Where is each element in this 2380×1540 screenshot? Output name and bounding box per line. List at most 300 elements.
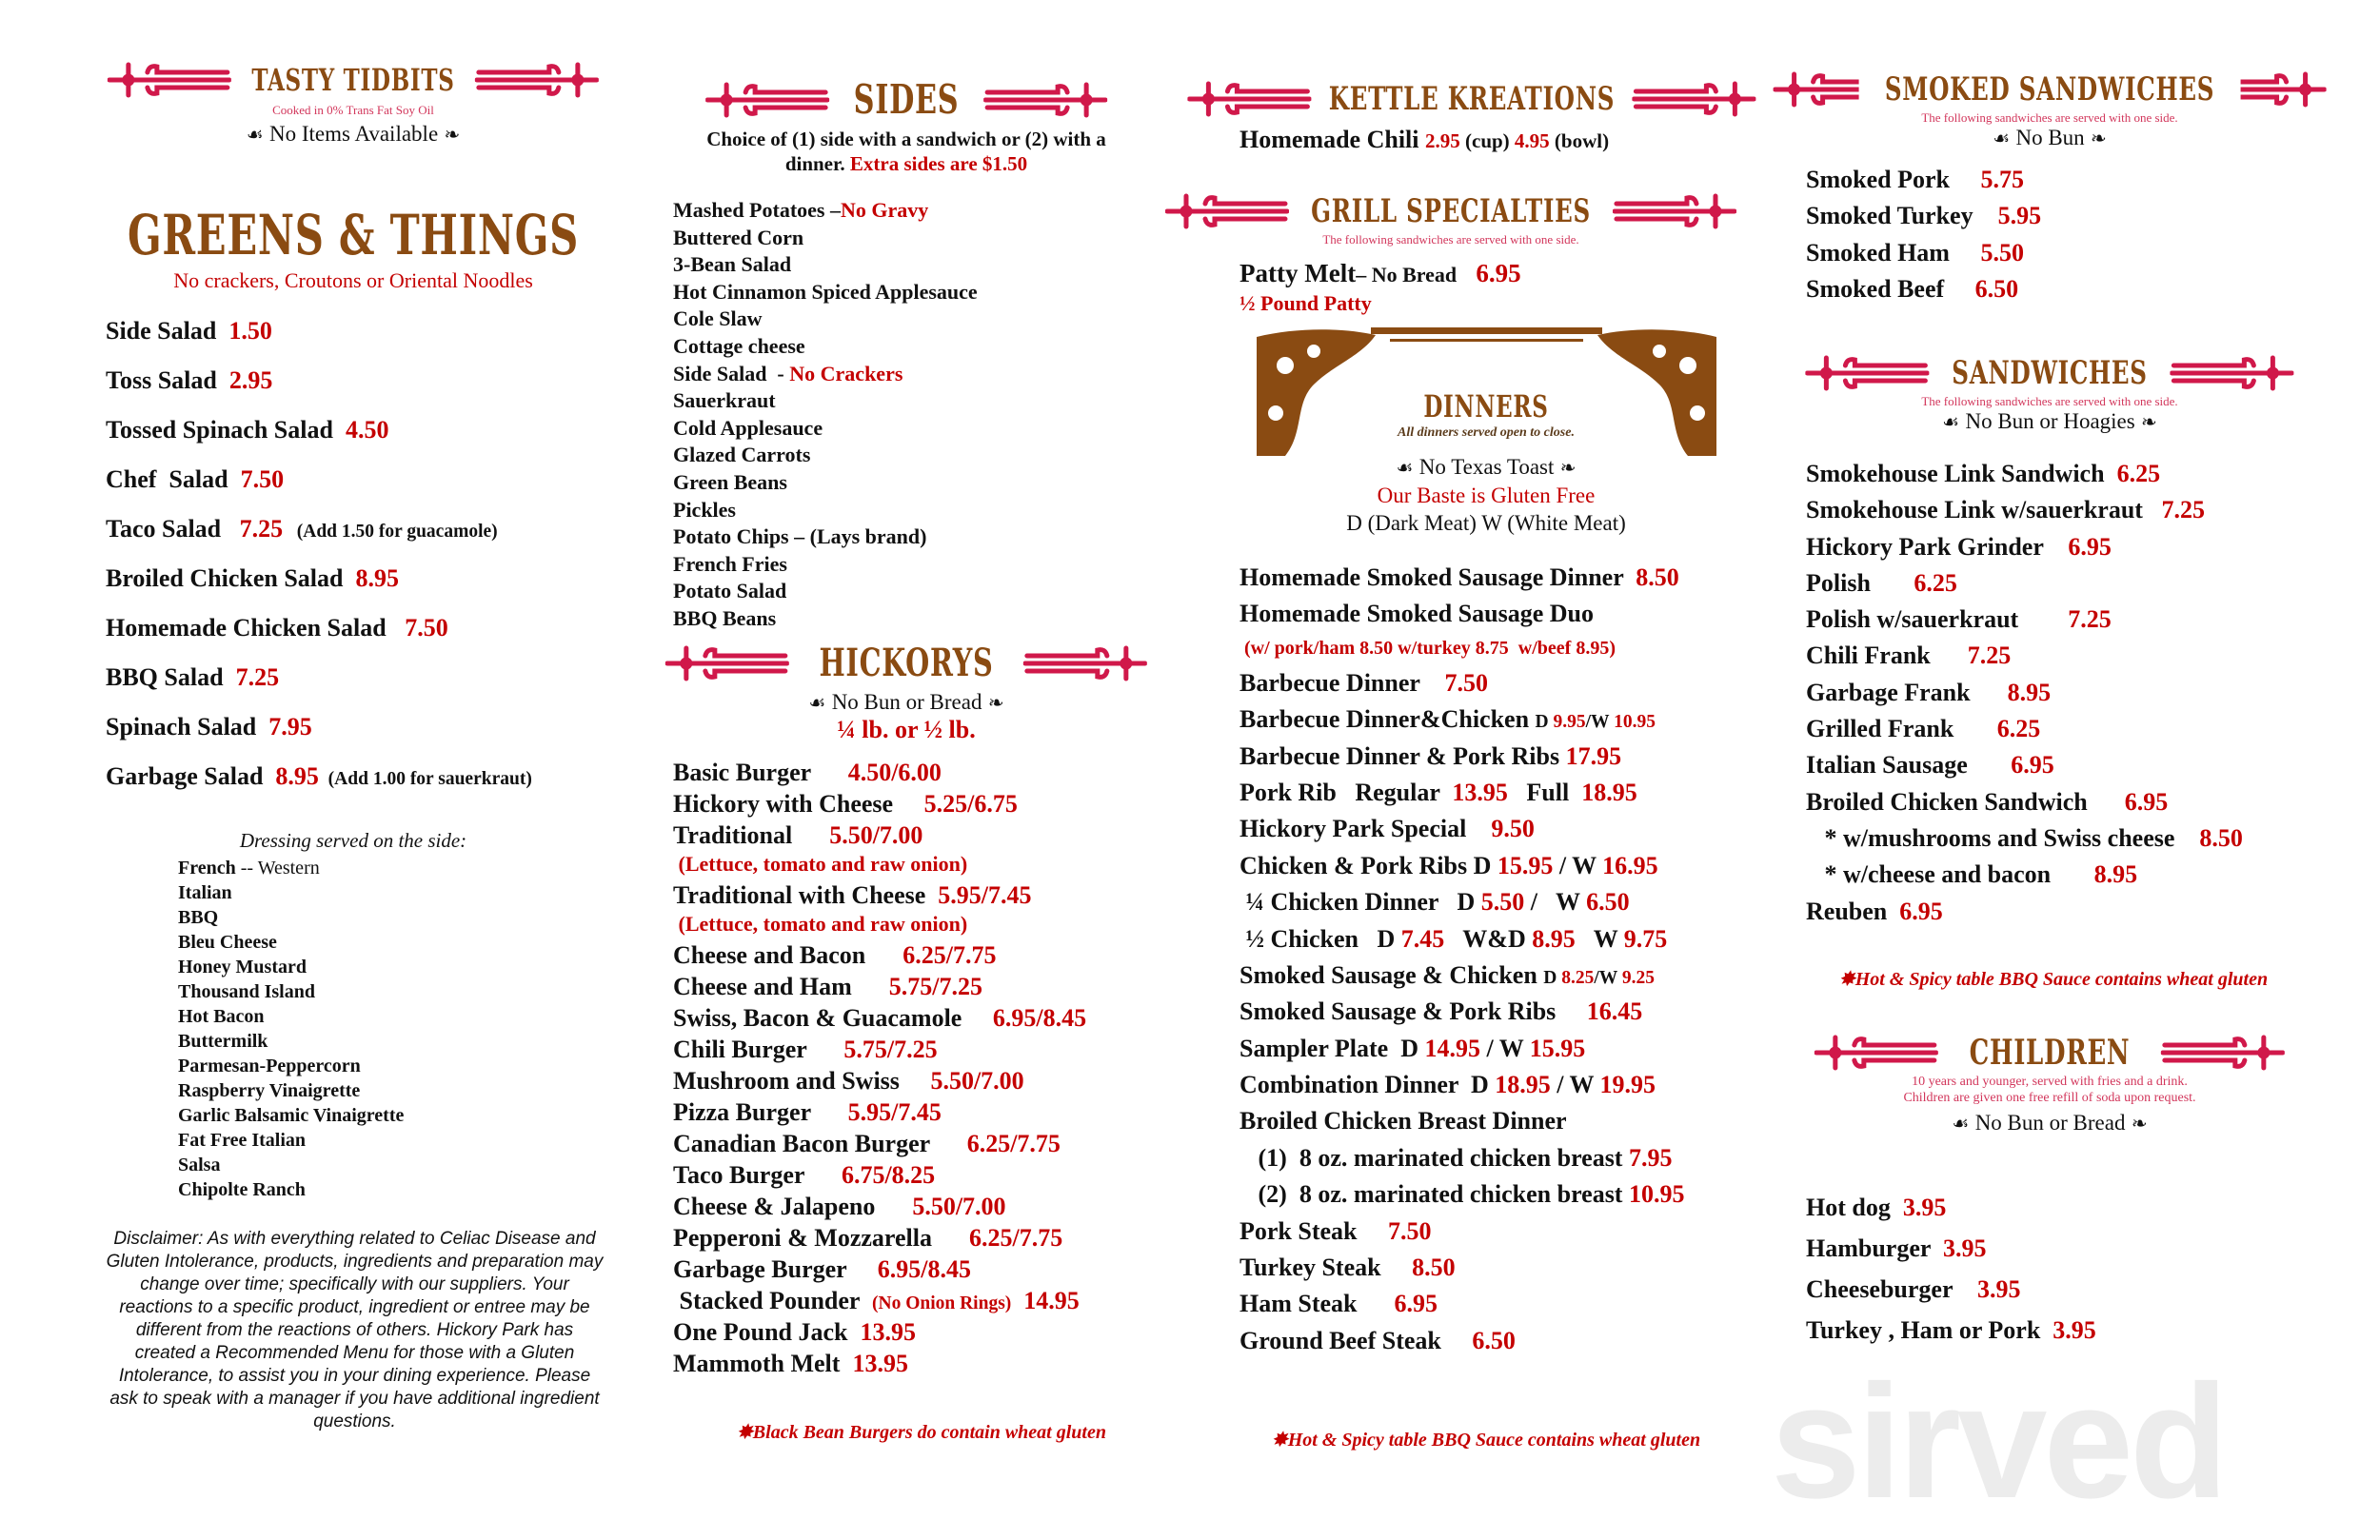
item-name: Ground Beef Steak: [1240, 1326, 1473, 1354]
menu-item: [106, 752, 532, 801]
item-price: 3.95: [2053, 1316, 2096, 1344]
section-subtitle: The following sandwiches are served with one side.: [1921, 110, 2178, 125]
menu-item: [673, 971, 1086, 1002]
item-name: BBQ: [178, 907, 219, 928]
footnote-text: Black Bean Burgers do contain wheat gluten: [752, 1422, 1106, 1443]
menu-item: [1806, 1269, 2096, 1310]
section-title: HICKORYS: [819, 641, 994, 685]
menu-item: [1240, 633, 1684, 665]
item-name: Swiss, Bacon & Guacamole: [673, 1004, 993, 1032]
no-bun-text: No Bun or Bread: [1974, 1111, 2126, 1135]
section-title: GREENS & THINGS: [128, 203, 579, 267]
swirl-icon: ❧: [982, 691, 1004, 714]
section-subtitle: Cooked in 0% Trans Fat Soy Oil: [272, 103, 434, 117]
item-price: 5.50: [1980, 238, 2024, 267]
item-name: Polish w/sauerkraut: [1806, 605, 2069, 634]
item-price: 5.75: [1980, 166, 2024, 193]
menu-item: [673, 911, 1086, 939]
swirl-icon: ❧: [2134, 410, 2157, 433]
section-title: DINNERS: [1423, 388, 1549, 424]
greens-header: [40, 204, 666, 293]
item-name: 3-Bean Salad: [673, 252, 792, 277]
item-price: 5.75/7.25: [843, 1036, 938, 1063]
item-price: 7.50: [1444, 668, 1488, 697]
section-title: SMOKED SANDWICHES: [1884, 70, 2215, 109]
menu-item: [1240, 1214, 1684, 1250]
swirl-icon: ☙: [1396, 456, 1419, 479]
item-price: (Lettuce, tomato and raw onion): [673, 852, 968, 876]
item-name: W&D: [1444, 924, 1533, 953]
item-price: 5.95/7.45: [847, 1098, 942, 1126]
meat-legend: D (Dark Meat) W (White Meat): [1346, 511, 1626, 535]
item-name: Salsa: [178, 1155, 221, 1175]
menu-item: [673, 1128, 1086, 1159]
item-name: / W: [1524, 888, 1587, 917]
item-name: BBQ Beans: [673, 605, 777, 630]
item-price: 5.75/7.25: [888, 973, 983, 1000]
item-price: 6.95: [1394, 1290, 1438, 1318]
item-price: 9.50: [1491, 815, 1535, 843]
item-price: 6.50: [1472, 1326, 1516, 1354]
no-bun-note: [1805, 408, 2293, 435]
swirl-icon: ☙: [808, 691, 832, 714]
menu-item: [673, 361, 978, 388]
item-name: Green Beans: [673, 469, 787, 494]
menu-item: [673, 1222, 1086, 1254]
item-name: Italian: [178, 882, 232, 903]
item-name: Pizza Burger: [673, 1098, 848, 1126]
menu-item: [1806, 198, 2041, 234]
item-name: D: [1535, 712, 1554, 733]
sandwiches-footnote: ✸Hot & Spicy table BBQ Sauce contains wheat gluten: [1838, 969, 2269, 990]
section-title: CHILDREN: [1969, 1033, 2131, 1073]
item-price: 5.50: [1480, 888, 1525, 917]
item-unit: (bowl): [1549, 129, 1610, 152]
item-name: -- Western: [235, 858, 320, 879]
item-name: Side Salad -: [673, 361, 790, 385]
greens-note: No crackers, Croutons or Oriental Noodles: [173, 268, 533, 292]
menu-item: [1806, 162, 2041, 198]
item-name: Cheese and Ham: [673, 973, 889, 1000]
menu-item: [1240, 811, 1684, 847]
menu-item: [1806, 456, 2243, 492]
item-name: Cole Slaw: [673, 306, 763, 331]
item-name: D: [1543, 967, 1562, 988]
no-bun-text: No Bun or Hoagies: [1965, 409, 2135, 433]
item-name: Garlic Balsamic Vinaigrette: [178, 1105, 405, 1126]
item-name: Cottage cheese: [673, 333, 805, 358]
item-name: Hot Cinnamon Spiced Applesauce: [673, 279, 978, 304]
kettle-item: [1240, 126, 1609, 155]
menu-item: [178, 856, 404, 880]
menu-item: [1806, 747, 2243, 783]
item-price: 6.95: [2124, 787, 2169, 816]
sirved-watermark: sirved: [1771, 1352, 2225, 1532]
dressing-header: Dressing served on the side:: [239, 829, 467, 852]
no-items-text: No Items Available: [269, 122, 439, 146]
item-name: Barbecue Dinner: [1240, 668, 1445, 697]
menu-item: [673, 306, 978, 333]
footnote-text: Hot & Spicy table BBQ Sauce contains wheat gluten: [1854, 969, 2269, 990]
item-name: (2) 8 oz. marinated chicken breast: [1240, 1180, 1629, 1209]
item-name: Potato Salad: [673, 579, 787, 603]
item-name: Side Salad: [106, 317, 229, 345]
menu-item: [1240, 1067, 1684, 1103]
ornament-icon: [475, 59, 599, 101]
item-name: (1) 8 oz. marinated chicken breast: [1240, 1143, 1629, 1172]
item-name: Garbage Burger: [673, 1255, 878, 1283]
item-price: 6.25: [1996, 715, 2041, 743]
item-name: Sauerkraut: [673, 388, 776, 413]
menu-item: [1240, 1323, 1684, 1359]
item-name: Cheese and Bacon: [673, 941, 903, 969]
item-name: Hickory Park Grinder: [1806, 532, 2069, 561]
ornament-icon: [1187, 78, 1311, 120]
item-price: 6.75/8.25: [841, 1161, 936, 1189]
item-name: Cheese & Jalapeno: [673, 1193, 913, 1220]
menu-item: [178, 1103, 404, 1128]
menu-item: [673, 1348, 1086, 1379]
menu-item: [673, 819, 1086, 851]
menu-item: [1806, 492, 2243, 528]
ornament-icon: [2171, 352, 2294, 394]
menu-item: [1240, 958, 1684, 994]
item-price: 4.50/6.00: [847, 759, 942, 786]
item-name: Fat Free Italian: [178, 1130, 307, 1151]
item-price: 18.95: [1581, 778, 1637, 806]
menu-item: [1806, 235, 2041, 271]
item-name: Smokehouse Link Sandwich: [1806, 460, 2117, 487]
menu-item: [106, 603, 532, 653]
item-name: (Add 1.50 for guacamole): [283, 522, 498, 542]
item-price: 5.50/7.00: [829, 821, 923, 849]
item-price: 7.50: [405, 614, 448, 642]
item-unit: (cup): [1459, 129, 1515, 152]
children-header: [1815, 1032, 2285, 1136]
item-price: 5.25/6.75: [923, 790, 1018, 818]
item-name: Hickory Park Special: [1240, 815, 1492, 843]
item-price: 8.95: [355, 564, 399, 592]
disclaimer-text: As with everything related to Celiac Disease and Gluten Intolerance, products, ingredients and preparation may change over time; specifically with our suppliers. Your reactions to a specific product, ingredient or entree may be different from the reactions of others. Hickory Park has created a Recommended Menu for those with a Gluten Intolerance, to assist you in your dining experience. Please ask to speak with a manager if you have additional ingredient questions.: [106, 1229, 604, 1431]
item-name: * w/mushrooms and Swiss cheese: [1806, 823, 2200, 852]
menu-item: [178, 880, 404, 905]
item-price: 19.95: [1599, 1071, 1656, 1099]
item-price: 6.25/7.75: [966, 1130, 1061, 1157]
swirl-icon: ☙: [1942, 410, 1966, 433]
section-subtitle: All dinners served open to close.: [1398, 425, 1575, 440]
item-price: 6.95: [1476, 259, 1521, 287]
item-name: Smoked Ham: [1806, 238, 1981, 267]
menu-item: [1806, 638, 2243, 674]
item-price: 9.25: [1621, 967, 1655, 988]
item-price: 7.95: [1628, 1143, 1673, 1172]
item-name: Turkey Steak: [1240, 1254, 1413, 1282]
menu-item: [673, 333, 978, 361]
item-name: Parmesan-Peppercorn: [178, 1056, 361, 1076]
item-price: 6.25/7.75: [968, 1224, 1063, 1252]
menu-item: [106, 356, 532, 405]
menu-item: [1806, 675, 2243, 711]
item-name: Polish: [1806, 568, 1914, 597]
menu-item: [1806, 894, 2243, 930]
item-name: Cheeseburger: [1806, 1275, 1978, 1303]
menu-item: [1240, 994, 1684, 1030]
item-price: 7.25: [2161, 496, 2205, 524]
menu-item: [673, 1096, 1086, 1128]
menu-item: [673, 1254, 1086, 1285]
swirl-icon: ❧: [1554, 456, 1577, 479]
swirl-icon: ❧: [2125, 1112, 2148, 1135]
item-name: Canadian Bacon Burger: [673, 1130, 967, 1157]
item-name: Pickles: [673, 497, 736, 522]
item-price: 6.95: [1899, 897, 1943, 925]
menu-item: [178, 1029, 404, 1054]
item-name: Italian Sausage: [1806, 751, 2012, 780]
item-name: Homemade Chicken Salad: [106, 614, 406, 642]
item-price: 8.95: [275, 762, 319, 790]
item-price: 7.25: [2068, 605, 2112, 634]
item-price: 8.95: [1532, 924, 1576, 953]
item-name: Toss Salad: [106, 366, 229, 394]
no-bun-note: [1815, 1110, 2285, 1136]
menu-item: [1240, 665, 1684, 701]
menu-item: [1806, 271, 2041, 307]
menu-item: [106, 653, 532, 702]
item-name: Reuben: [1806, 897, 1900, 925]
menu-item: [106, 455, 532, 504]
item-name: Thousand Island: [178, 981, 315, 1002]
section-title: TASTY TIDBITS: [251, 62, 455, 98]
dinners-list: [1240, 560, 1684, 1359]
section-subtitle: The following sandwiches are served with one side.: [1322, 232, 1579, 247]
item-price: 6.50: [1974, 274, 2019, 303]
item-name: Taco Salad: [106, 515, 240, 543]
hickorys-footnote: ✸Black Bean Burgers do contain wheat gluten: [737, 1422, 1106, 1443]
menu-item: [178, 979, 404, 1004]
item-price: 4.50: [345, 416, 389, 444]
disclaimer-label: Disclaimer:: [113, 1229, 204, 1249]
menu-item: [1806, 784, 2243, 820]
sides-description: [705, 127, 1107, 176]
swirl-icon: ☙: [1952, 1112, 1975, 1135]
item-name: Ham Steak: [1240, 1290, 1395, 1318]
item-name: Hot dog: [1806, 1194, 1903, 1221]
dinners-header: [1398, 388, 1575, 441]
swirl-icon: ☙: [246, 123, 270, 146]
menu-item: [178, 1004, 404, 1029]
ornament-icon: [665, 642, 789, 684]
item-name: Smoked Turkey: [1806, 202, 1998, 230]
item-price: 6.95/8.45: [992, 1004, 1087, 1032]
menu-item: [673, 251, 978, 279]
menu-item: [1806, 820, 2243, 857]
baste-note: Our Baste is Gluten Free: [1377, 484, 1596, 507]
section-title: KETTLE KREATIONS: [1328, 80, 1616, 118]
item-name: Sampler Plate D: [1240, 1034, 1425, 1062]
item-price: 8.50: [1412, 1254, 1456, 1282]
item-name: Smoked Sausage & Pork Ribs: [1240, 997, 1587, 1026]
section-subtitle: The following sandwiches are served with one side.: [1921, 394, 2178, 408]
menu-item: [1240, 848, 1684, 884]
menu-item: [673, 939, 1086, 971]
menu-item: [673, 1034, 1086, 1065]
item-price: 3.95: [1977, 1275, 2021, 1303]
item-name: Chef Salad: [106, 465, 241, 493]
menu-item: [1240, 884, 1684, 920]
item-name: /W: [1585, 712, 1615, 733]
item-name: Barbecue Dinner & Pork Ribs: [1240, 741, 1566, 770]
menu-item: [1806, 857, 2243, 893]
item-price: 9.95: [1553, 712, 1586, 733]
menu-item: [673, 415, 978, 443]
menu-item: [673, 851, 1086, 879]
item-price: 3.95: [1902, 1194, 1947, 1221]
menu-item: [673, 523, 978, 551]
no-toast-note: [1346, 453, 1626, 482]
item-name: Garbage Frank: [1806, 678, 2008, 706]
menu-item: [178, 905, 404, 930]
item-name: /W: [1594, 967, 1622, 988]
dressing-list: [178, 856, 404, 1202]
item-name: Mushroom and Swiss: [673, 1067, 931, 1095]
item-price: 7.95: [268, 713, 312, 740]
item-name: Broiled Chicken Breast Dinner: [1240, 1107, 1567, 1135]
item-price: 5.95: [1997, 202, 2042, 230]
sides-desc-line: Choice of (1) side with a sandwich or (2) with a: [706, 128, 1106, 150]
item-name: Glazed Carrots: [673, 443, 811, 467]
item-price: 6.50: [1586, 888, 1630, 917]
item-name: Full: [1507, 778, 1582, 806]
item-name: Homemade Smoked Sausage Dinner: [1240, 563, 1636, 591]
item-price: (No Onion Rings): [872, 1293, 1012, 1313]
menu-item: [1240, 701, 1684, 738]
item-name: W: [1575, 924, 1624, 953]
item-price: 8.50: [1636, 563, 1679, 591]
item-name: Smokehouse Link w/sauerkraut: [1806, 496, 2162, 524]
menu-item: [1806, 711, 2243, 747]
item-price: 2.95: [228, 366, 273, 394]
ornament-icon: [705, 79, 829, 121]
menu-item: [106, 504, 532, 554]
sides-desc-line: dinner.: [784, 152, 850, 175]
item-price: 15.95: [1529, 1034, 1586, 1062]
section-subtitle: [1815, 1074, 2285, 1106]
menu-item: [1240, 1140, 1684, 1176]
item-name: Mashed Potatoes –: [673, 198, 841, 222]
item-price: 9.75: [1623, 924, 1668, 953]
item-name: Taco Burger: [673, 1161, 842, 1189]
menu-item: [106, 405, 532, 455]
item-price: 6.25: [1914, 568, 1957, 597]
item-name: Chili Burger: [673, 1036, 844, 1063]
menu-item: [1240, 1103, 1684, 1139]
item-price: 14.95: [1424, 1034, 1480, 1062]
menu-item: [1806, 602, 2243, 638]
menu-item: [1240, 1250, 1684, 1286]
item-name: Hamburger: [1806, 1234, 1943, 1262]
sides-header: [705, 76, 1107, 176]
item-price: (Lettuce, tomato and raw onion): [673, 912, 968, 936]
section-title: SANDWICHES: [1952, 354, 2148, 392]
menu-item: [178, 1153, 404, 1177]
item-name: Cold Applesauce: [673, 415, 823, 440]
menu-item: [673, 1002, 1086, 1034]
menu-item: [106, 306, 532, 356]
no-bun-note: [665, 689, 1147, 716]
item-modifier: – No Bread: [1356, 263, 1458, 286]
menu-item: [673, 551, 978, 579]
ornament-icon: [108, 59, 231, 101]
item-price: 2.95: [1425, 129, 1460, 152]
no-bun-text: No Bun or Bread: [831, 690, 982, 714]
item-name: (Add 1.00 for sauerkraut): [318, 769, 532, 789]
ornament-icon: [1613, 190, 1736, 232]
item-price: 13.95: [860, 1318, 916, 1346]
item-price: 6.25/7.75: [902, 941, 997, 969]
item-name: Raspberry Vinaigrette: [178, 1080, 361, 1101]
subtitle-line: 10 years and younger, served with fries and a drink.: [1912, 1075, 2188, 1089]
item-price: 6.25: [2116, 460, 2161, 487]
item-name: French Fries: [673, 551, 787, 576]
menu-item: [178, 1128, 404, 1153]
ornament-icon: [1815, 1032, 1938, 1074]
item-name: Broiled Chicken Sandwich: [1806, 787, 2125, 816]
item-name: Pork Steak: [1240, 1216, 1388, 1245]
menu-item: [673, 879, 1086, 911]
menu-item: [178, 955, 404, 979]
item-name: BBQ Salad: [106, 663, 236, 691]
section-title: SIDES: [853, 76, 960, 123]
no-items-note: [108, 122, 599, 147]
item-price: 14.95: [1011, 1287, 1080, 1314]
item-name: * w/cheese and bacon: [1806, 860, 2094, 889]
ornament-icon: [1633, 78, 1756, 120]
item-price: (w/ pork/ham 8.50 w/turkey 8.75 w/beef 8.95): [1240, 637, 1616, 659]
item-name: Basic Burger: [673, 759, 848, 786]
swirl-icon: ❧: [438, 123, 461, 146]
menu-item: [673, 1159, 1086, 1191]
item-name: Potato Chips – (Lays brand): [673, 524, 927, 549]
menu-item: [178, 1078, 404, 1103]
item-name: Buttered Corn: [673, 225, 804, 249]
item-price: 7.25: [1967, 642, 2012, 670]
item-price: 5.50/7.00: [930, 1067, 1024, 1095]
ornament-icon: [2240, 69, 2326, 110]
menu-item: [673, 605, 978, 633]
sandwiches-header: [1805, 352, 2293, 435]
item-price: 6.95: [2068, 532, 2112, 561]
greens-list: [106, 306, 532, 801]
sandwiches-list: [1806, 456, 2243, 930]
menu-item: [1806, 529, 2243, 565]
menu-item: [106, 554, 532, 603]
swirl-icon: ☙: [1993, 127, 2016, 149]
smoked-header: [1774, 69, 2327, 151]
item-price: 18.95: [1495, 1071, 1551, 1099]
item-name: Barbecue Dinner&Chicken: [1240, 705, 1536, 734]
menu-item: [673, 279, 978, 306]
item-name: Bleu Cheese: [178, 932, 277, 953]
item-name: Chili Frank: [1806, 642, 1968, 670]
item-name: Spinach Salad: [106, 713, 269, 740]
burger-sizes: ¼ lb. or ½ lb.: [837, 716, 976, 743]
ornament-icon: [1774, 69, 1859, 110]
ornament-icon: [1805, 352, 1929, 394]
item-name: Buttermilk: [178, 1031, 268, 1052]
menu-item: [673, 1285, 1086, 1316]
menu-item: [673, 197, 978, 225]
menu-item: [673, 469, 978, 497]
